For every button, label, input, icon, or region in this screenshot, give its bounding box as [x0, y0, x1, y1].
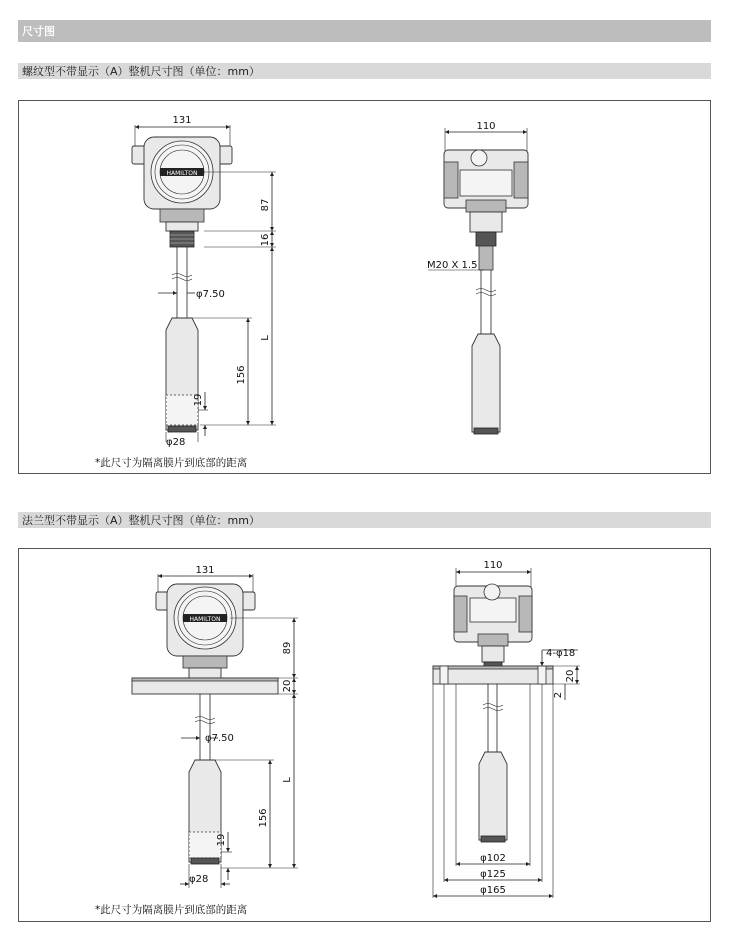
dim-length-L: L [260, 335, 271, 341]
brand-label: HAMILTON [189, 616, 221, 623]
dim-head-89: 89 [282, 641, 293, 655]
page-title: 尺寸图 [22, 24, 55, 38]
dim-dia-165: φ165 [480, 885, 506, 896]
brand-label: HAMILTON [166, 170, 198, 177]
dim-cable-dia: φ7.50 [196, 289, 225, 300]
dim-dia-125: φ125 [480, 869, 506, 880]
dim-flange-20: 20 [282, 679, 293, 693]
dim-length-L: L [282, 777, 293, 783]
dim-probe-156: 156 [258, 808, 269, 828]
dim-thread-16: 16 [260, 233, 271, 247]
dim-tip-19: 19 [216, 833, 227, 847]
dim-thread-spec: M20 X 1.5 [427, 260, 478, 271]
dim-dia-102: φ102 [480, 853, 506, 864]
dim-flange-thk: 20 [565, 669, 576, 683]
section-title-text: 法兰型不带显示（A）整机尺寸图（单位：mm） [22, 513, 260, 527]
dim-width-131: 131 [172, 115, 192, 126]
note-flange: *此尺寸为隔离膜片到底部的距离 [95, 904, 248, 916]
dim-side-width-110: 110 [476, 121, 496, 132]
section-title-text: 螺纹型不带显示（A）整机尺寸图（单位：mm） [22, 64, 260, 78]
threaded-front-view [132, 115, 276, 448]
flange-side-view [433, 560, 580, 898]
dim-raise-2: 2 [553, 691, 564, 699]
dim-width-131: 131 [195, 565, 215, 576]
dial-face-icon [151, 141, 213, 203]
dim-probe-dia: φ28 [189, 874, 209, 885]
dim-tip-19: 19 [193, 393, 204, 407]
dim-side-width-110: 110 [483, 560, 503, 571]
dim-holes: 4-φ18 [546, 648, 576, 659]
dim-probe-dia: φ28 [166, 437, 186, 448]
dim-cable-dia: φ7.50 [205, 733, 234, 744]
dim-probe-156: 156 [236, 365, 247, 385]
dim-head-87: 87 [260, 198, 271, 212]
threaded-side-view [427, 121, 528, 434]
dial-face-icon [174, 587, 236, 649]
flange-front-view [132, 565, 298, 888]
note-threaded: *此尺寸为隔离膜片到底部的距离 [95, 457, 248, 469]
